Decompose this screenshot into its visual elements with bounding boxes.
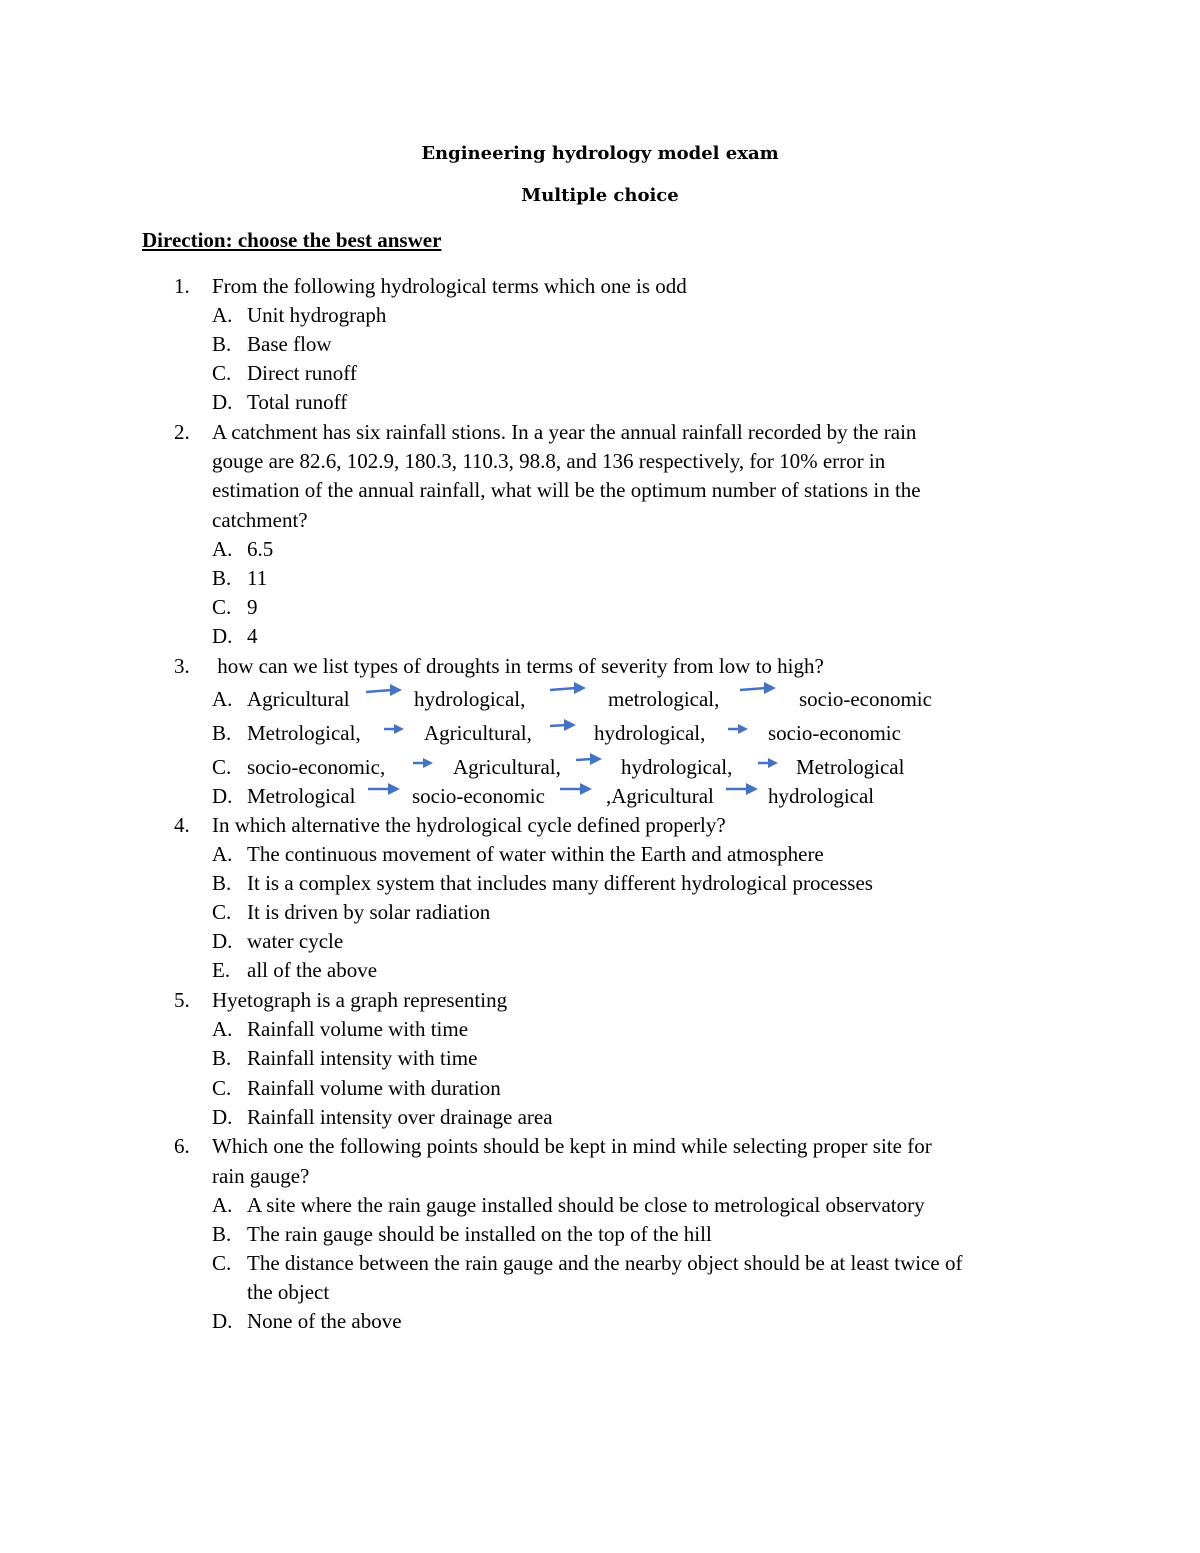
question-text: Hyetograph is a graph representing bbox=[212, 988, 508, 1012]
option-part: Agricultural, bbox=[453, 755, 561, 779]
question-text: rain gauge? bbox=[212, 1164, 310, 1188]
question-text: gouge are 82.6, 102.9, 180.3, 110.3, 98.8, and 136 respectively, for 10% error in bbox=[212, 449, 886, 473]
arrow-icon bbox=[724, 781, 764, 797]
option-text: None of the above bbox=[247, 1309, 402, 1333]
option-part: hydrological, bbox=[414, 687, 526, 711]
arrow-icon bbox=[409, 755, 449, 771]
question-text: how can we list types of droughts in terms of severity from low to high? bbox=[212, 654, 824, 678]
option-text: 4 bbox=[247, 624, 258, 648]
question-number: 4. bbox=[174, 813, 190, 837]
option-text: It is driven by solar radiation bbox=[247, 900, 491, 924]
option-text: the object bbox=[247, 1280, 330, 1304]
option-text: The rain gauge should be installed on the top of the hill bbox=[247, 1222, 712, 1246]
question-text: estimation of the annual rainfall, what will be the optimum number of stations in the bbox=[212, 478, 921, 502]
option-letter: C. bbox=[212, 361, 232, 385]
option-part: socio-economic bbox=[768, 721, 901, 745]
option-letter: E. bbox=[212, 958, 231, 982]
option-part: hydrological bbox=[768, 784, 875, 808]
option-letter: B. bbox=[212, 332, 232, 356]
arrow-icon bbox=[724, 721, 764, 737]
option-text: water cycle bbox=[247, 929, 344, 953]
option-text: 9 bbox=[247, 595, 258, 619]
arrow-icon bbox=[754, 755, 794, 771]
direction-heading: Direction: choose the best answer bbox=[142, 228, 442, 252]
option-letter: D. bbox=[212, 1105, 233, 1129]
option-letter: B. bbox=[212, 721, 232, 745]
option-part: metrological, bbox=[608, 687, 720, 711]
option-letter: C. bbox=[212, 1251, 232, 1275]
option-letter: A. bbox=[212, 537, 233, 561]
arrow-icon bbox=[364, 683, 404, 699]
option-letter: A. bbox=[212, 1017, 233, 1041]
option-letter: A. bbox=[212, 1193, 233, 1217]
question-text: Which one the following points should be kept in mind while selecting proper site for bbox=[212, 1134, 932, 1158]
option-part: socio-economic bbox=[412, 784, 545, 808]
question-number: 5. bbox=[174, 988, 190, 1012]
option-text: 6.5 bbox=[247, 537, 274, 561]
option-text: Total runoff bbox=[247, 390, 348, 414]
option-part: hydrological, bbox=[594, 721, 706, 745]
option-part: Agricultural, bbox=[424, 721, 532, 745]
option-part: socio-economic, bbox=[247, 755, 386, 779]
option-letter: D. bbox=[212, 1309, 233, 1333]
option-text: Base flow bbox=[247, 332, 332, 356]
question-text: catchment? bbox=[212, 508, 308, 532]
option-text: It is a complex system that includes many different hydrological processes bbox=[247, 871, 873, 895]
arrow-icon bbox=[548, 717, 588, 733]
option-letter: D. bbox=[212, 929, 233, 953]
question-number: 3. bbox=[174, 654, 190, 678]
arrow-icon bbox=[380, 721, 420, 737]
option-text: 11 bbox=[247, 566, 268, 590]
question-text: From the following hydrological terms which one is odd bbox=[212, 274, 687, 298]
arrow-icon bbox=[738, 681, 778, 697]
option-text: Rainfall intensity with time bbox=[247, 1046, 478, 1070]
arrow-icon bbox=[548, 681, 588, 697]
option-part: hydrological, bbox=[621, 755, 733, 779]
option-letter: C. bbox=[212, 595, 232, 619]
option-part: Metrological bbox=[247, 784, 356, 808]
option-letter: D. bbox=[212, 624, 233, 648]
option-letter: B. bbox=[212, 1222, 232, 1246]
option-letter: D. bbox=[212, 784, 233, 808]
option-part: Agricultural bbox=[247, 687, 350, 711]
option-text: The distance between the rain gauge and the nearby object should be at least twice of bbox=[247, 1251, 963, 1275]
option-letter: B. bbox=[212, 1046, 232, 1070]
option-text: Rainfall intensity over drainage area bbox=[247, 1105, 553, 1129]
option-text: A site where the rain gauge installed should be close to metrological observatory bbox=[247, 1193, 925, 1217]
arrow-icon bbox=[558, 781, 598, 797]
option-part: socio-economic bbox=[799, 687, 932, 711]
option-letter: C. bbox=[212, 1076, 232, 1100]
option-part: Metrological, bbox=[247, 721, 361, 745]
option-letter: A. bbox=[212, 842, 233, 866]
option-text: Unit hydrograph bbox=[247, 303, 387, 327]
question-number: 6. bbox=[174, 1134, 190, 1158]
arrow-icon bbox=[574, 751, 614, 767]
option-letter: D. bbox=[212, 390, 233, 414]
option-part: Metrological bbox=[796, 755, 905, 779]
question-text: A catchment has six rainfall stions. In a year the annual rainfall recorded by the rain bbox=[212, 420, 917, 444]
option-letter: B. bbox=[212, 871, 232, 895]
option-text: Direct runoff bbox=[247, 361, 357, 385]
question-number: 1. bbox=[174, 274, 190, 298]
question-text: In which alternative the hydrological cycle defined properly? bbox=[212, 813, 726, 837]
option-text: Rainfall volume with time bbox=[247, 1017, 469, 1041]
question-number: 2. bbox=[174, 420, 190, 444]
option-letter: A. bbox=[212, 303, 233, 327]
exam-title: Engineering hydrology model exam bbox=[421, 143, 779, 164]
option-text: The continuous movement of water within the Earth and atmosphere bbox=[247, 842, 824, 866]
option-text: Rainfall volume with duration bbox=[247, 1076, 501, 1100]
option-letter: C. bbox=[212, 755, 232, 779]
arrow-icon bbox=[366, 781, 406, 797]
option-letter: C. bbox=[212, 900, 232, 924]
option-letter: A. bbox=[212, 687, 233, 711]
option-text: all of the above bbox=[247, 958, 378, 982]
exam-subtitle: Multiple choice bbox=[521, 185, 679, 206]
option-letter: B. bbox=[212, 566, 232, 590]
option-part: ,Agricultural bbox=[606, 784, 714, 808]
